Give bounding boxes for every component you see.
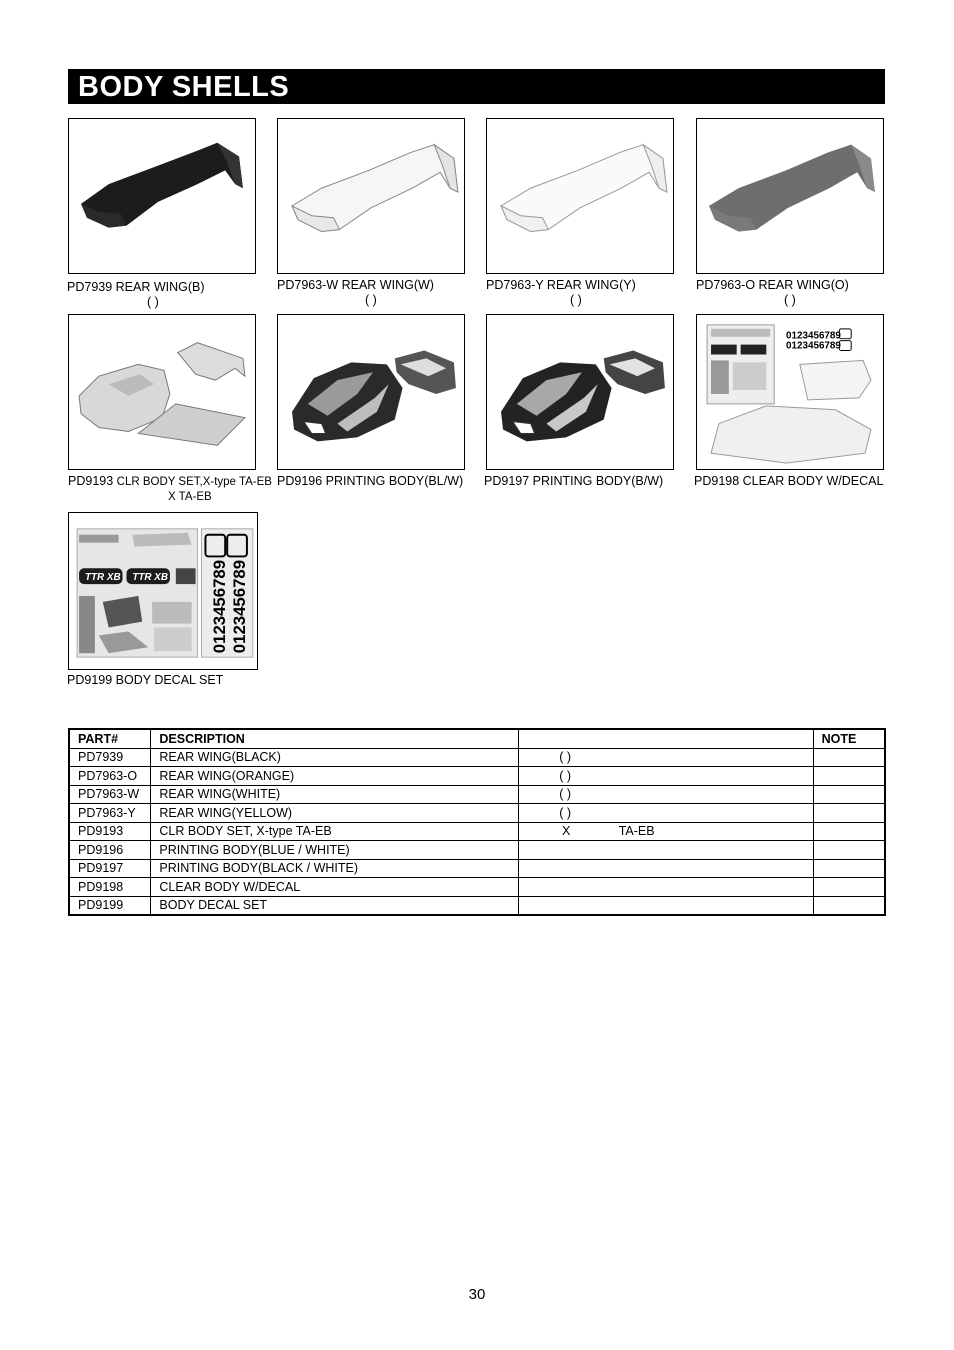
product-image-yellow-rear-wing: [486, 118, 674, 274]
product-image-black-rear-wing: [68, 118, 256, 274]
product-image-printed-body-blue-white: [277, 314, 465, 470]
product-image-white-rear-wing: [277, 118, 465, 274]
page-number: 30: [468, 1286, 486, 1303]
table-row: PD9199 BODY DECAL SET: [69, 896, 885, 915]
caption-pd7963-o: PD7963-O REAR WING(O) ( ): [696, 278, 849, 307]
header-local: [519, 729, 813, 748]
table-row: PD7963-W REAR WING(WHITE) ( ): [69, 785, 885, 804]
table-row: PD9193 CLR BODY SET, X-type TA-EB X TA-EB: [69, 822, 885, 841]
caption-pd9199: PD9199 BODY DECAL SET: [67, 673, 224, 687]
product-image-printed-body-black-white: [486, 314, 674, 470]
table-header-row: [69, 729, 885, 748]
product-image-clear-body-set: [68, 314, 256, 470]
decal-number-strip-top: 0123456789: [786, 330, 841, 342]
decal-number-strip-bottom: 0123456789: [786, 340, 841, 352]
decal-logo-left: TTR XB: [85, 572, 121, 584]
caption-pd9197: PD9197 PRINTING BODY(B/W): [484, 474, 664, 488]
caption-pd9198: PD9198 CLEAR BODY W/DECAL: [694, 474, 884, 488]
table-row: PD9197 PRINTING BODY(BLACK / WHITE): [69, 859, 885, 878]
decal-number-column-left: 0123456789: [210, 559, 230, 654]
header-part: PART#: [69, 729, 151, 748]
caption-pd7963-y: PD7963-Y REAR WING(Y) ( ): [486, 278, 636, 307]
header-note: NOTE: [813, 729, 885, 748]
section-title: BODY SHELLS: [78, 71, 290, 103]
parts-table: [68, 728, 886, 916]
header-description: DESCRIPTION: [151, 729, 519, 748]
product-image-orange-rear-wing: [696, 118, 884, 274]
table-row: PD7939 REAR WING(BLACK) ( ): [69, 748, 885, 767]
caption-pd7963-w: PD7963-W REAR WING(W) ( ): [277, 278, 434, 307]
section-title-banner: [68, 69, 885, 104]
caption-pd9193: PD9193 CLR BODY SET,X-type TA-EB X TA-EB: [68, 474, 272, 503]
decal-logo-right: TTR XB: [132, 572, 169, 584]
caption-pd7939: PD7939 REAR WING(B) ( ): [67, 280, 205, 309]
decal-number-column-right: 0123456789: [229, 559, 249, 654]
table-row: PD9198 CLEAR BODY W/DECAL: [69, 878, 885, 897]
table-row: PD7963-O REAR WING(ORANGE) ( ): [69, 767, 885, 786]
product-image-clear-body-with-decal: [696, 314, 884, 470]
table-row: PD9196 PRINTING BODY(BLUE / WHITE): [69, 841, 885, 860]
table-row: PD7963-Y REAR WING(YELLOW) ( ): [69, 804, 885, 823]
product-image-decal-sheet: [68, 512, 258, 670]
caption-pd9196: PD9196 PRINTING BODY(BL/W): [277, 474, 464, 488]
